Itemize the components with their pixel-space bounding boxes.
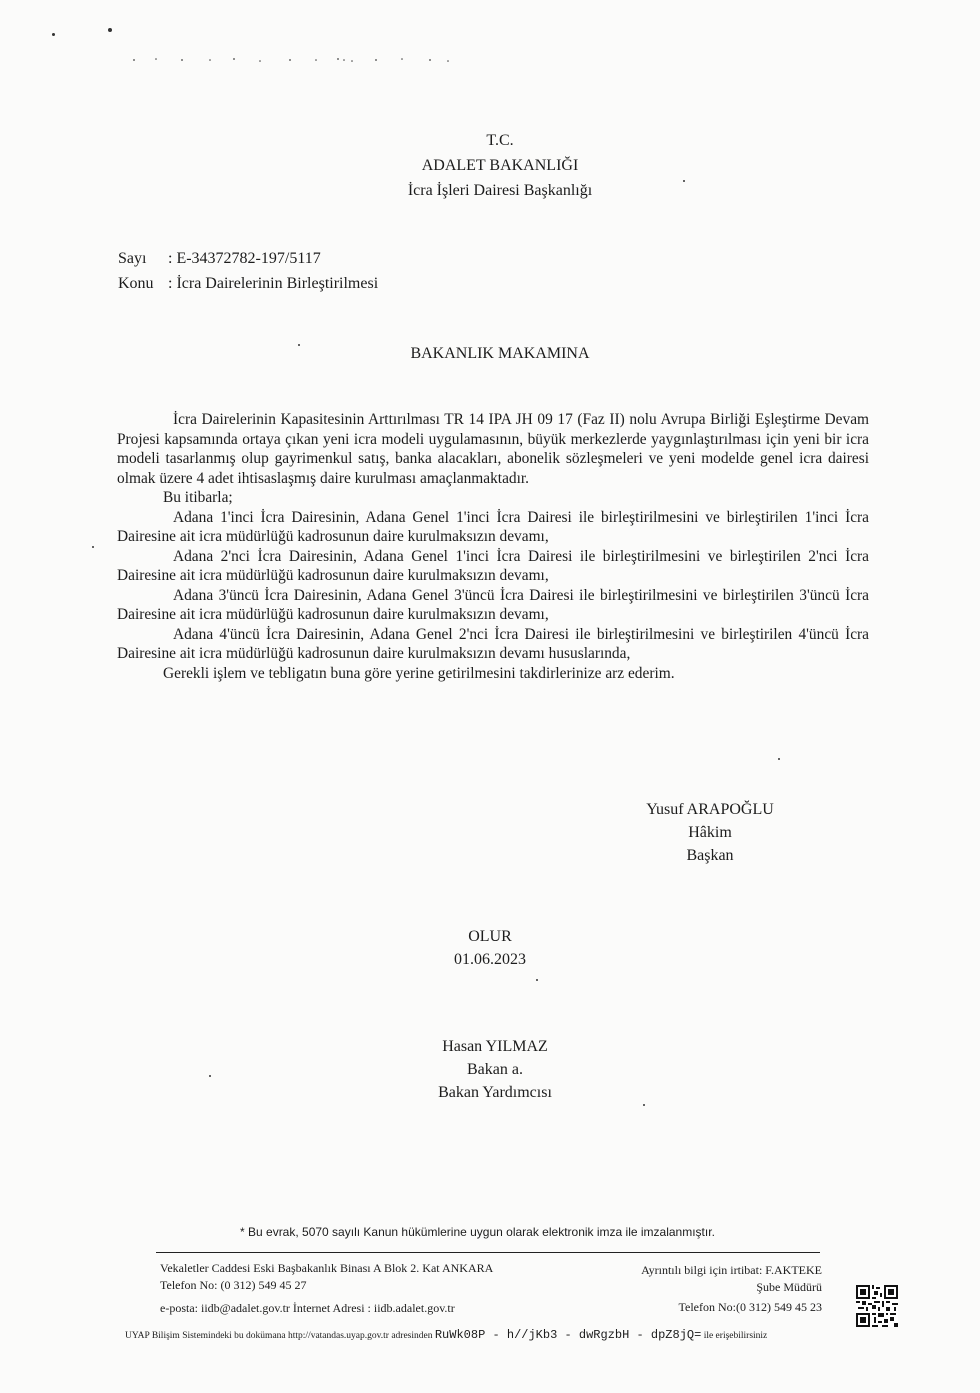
subject-row xyxy=(118,271,378,296)
footer-contact-role: Şube Müdürü xyxy=(756,1280,822,1294)
approval-word: OLUR xyxy=(468,928,512,945)
approval-date: 01.06.2023 xyxy=(454,951,526,968)
reference-block xyxy=(118,246,378,296)
uyap-suffix: ile erişebilirsiniz xyxy=(703,1331,768,1341)
footer-address-block xyxy=(160,1260,493,1317)
body-paragraph: İcra Dairelerinin Kapasitesinin Arttırılması TR 14 IPA JH 09 17 (Faz II) nolu Avrupa Birliği Eşleştirme Devam Projesi kapsamında ortaya çıkan yeni icra modeli uygulamasının, büyük merkezlerde yaygınlaştırılması için yeni bir icra modeli tasarlanmış olup gayrimenkul satış, banka alacakları, abonelik sözleşmeleri ve yeni modelde genel icra dairesi olmak üzere 4 adet ihtisaslaşmış daire kurulması amaçlanmaktadır. xyxy=(117,411,869,487)
footer-email-web: e-posta: iidb@adalet.gov.tr İnternet Adresi : iidb.adalet.gov.tr xyxy=(160,1301,455,1315)
signatory-title: Hâkim xyxy=(688,824,732,841)
scan-speck xyxy=(209,1075,211,1077)
footer-divider xyxy=(156,1252,820,1253)
footer-address: Vekaletler Caddesi Eski Başbakanlık Binası A Blok 2. Kat ANKARA xyxy=(160,1261,494,1275)
signatory-name: Hasan YILMAZ xyxy=(442,1038,548,1055)
footer-phone: Telefon No: (0 312) 549 45 27 xyxy=(160,1278,307,1292)
scan-speck xyxy=(778,758,780,760)
footer-contact: Ayrıntılı bilgi için irtibat: F.AKTEKE xyxy=(641,1263,822,1277)
signature-block-deputy-minister xyxy=(370,1035,620,1104)
letterhead-ministry: ADALET BAKANLIĞI xyxy=(421,157,579,174)
body-paragraph: Adana 3'üncü İcra Dairesinin, Adana Genel 3'üncü İcra Dairesi ile birleştirilmesini ve birleştirilen 3'üncü İcra Dairesine ait icra müdürlüğü kadrosunun daire kurulmaksızın devamı, xyxy=(117,586,869,623)
footer-contact-block xyxy=(600,1262,822,1316)
addressee: BAKANLIK MAKAMINA xyxy=(410,345,590,362)
subject-label: Konu xyxy=(118,275,154,292)
uyap-verification-code: RuWk08P - h//jKb3 - dwRgzbH - dpZ8jQ= xyxy=(434,1328,702,1342)
signatory-title: Bakan Yardımcısı xyxy=(438,1084,552,1101)
scan-speck xyxy=(536,979,538,981)
body-paragraph: Adana 1'inci İcra Dairesinin, Adana Genel 1'inci İcra Dairesi ile birleştirilmesini ve birleştirilen 1'inci İcra Dairesine ait icra müdürlüğü kadrosunun daire kurulmaksızın devamı, xyxy=(117,508,869,545)
approval-block xyxy=(390,925,590,971)
signatory-title: Başkan xyxy=(686,847,734,864)
scan-speck xyxy=(108,28,112,32)
scan-speck xyxy=(52,33,55,36)
footer-contact-phone: Telefon No:(0 312) 549 45 23 xyxy=(678,1300,822,1314)
scan-artifact-dots xyxy=(130,56,460,64)
letterhead xyxy=(300,128,700,203)
qr-code-icon xyxy=(856,1285,898,1327)
body-paragraph: Adana 2'nci İcra Dairesinin, Adana Genel 1'inci İcra Dairesi ile birleştirilmesini ve birleştirilen 2'nci İcra Dairesine ait icra müdürlüğü kadrosunun daire kurulmaksızın devamı, xyxy=(117,547,869,584)
subject-value: : İcra Dairelerinin Birleştirilmesi xyxy=(168,275,379,292)
letterhead-department: İcra İşleri Dairesi Başkanlığı xyxy=(407,182,593,199)
body-paragraph: Gerekli işlem ve tebligatın buna göre yerine getirilmesini takdirlerinize arz ederim. xyxy=(163,664,675,682)
reference-number-row xyxy=(118,246,378,271)
signature-block-president xyxy=(600,798,820,867)
uyap-text: UYAP Bilişim Sistemindeki bu dokümana http://vatandas.uyap.gov.tr adresinden xyxy=(125,1331,433,1341)
signatory-title: Bakan a. xyxy=(467,1061,523,1078)
scan-speck xyxy=(643,1104,645,1106)
body-paragraph: Bu itibarla; xyxy=(163,489,233,506)
uyap-verification-line xyxy=(125,1328,767,1342)
e-signature-note: * Bu evrak, 5070 sayılı Kanun hükümlerine uygun olarak elektronik imza ile imzalanmıştır. xyxy=(240,1225,715,1239)
scan-speck xyxy=(92,546,94,548)
reference-number-value: : E-34372782-197/5117 xyxy=(168,250,321,267)
letter-body xyxy=(117,410,869,683)
signatory-name: Yusuf ARAPOĞLU xyxy=(646,801,774,818)
reference-number-label: Sayı xyxy=(118,250,147,267)
letterhead-country: T.C. xyxy=(486,132,514,149)
body-paragraph: Adana 4'üncü İcra Dairesinin, Adana Genel 2'nci İcra Dairesi ile birleştirilmesini ve birleştirilen 4'üncü İcra Dairesine ait icra müdürlüğü kadrosunun daire kurulmaksızın devamı hususlarında, xyxy=(117,625,869,662)
